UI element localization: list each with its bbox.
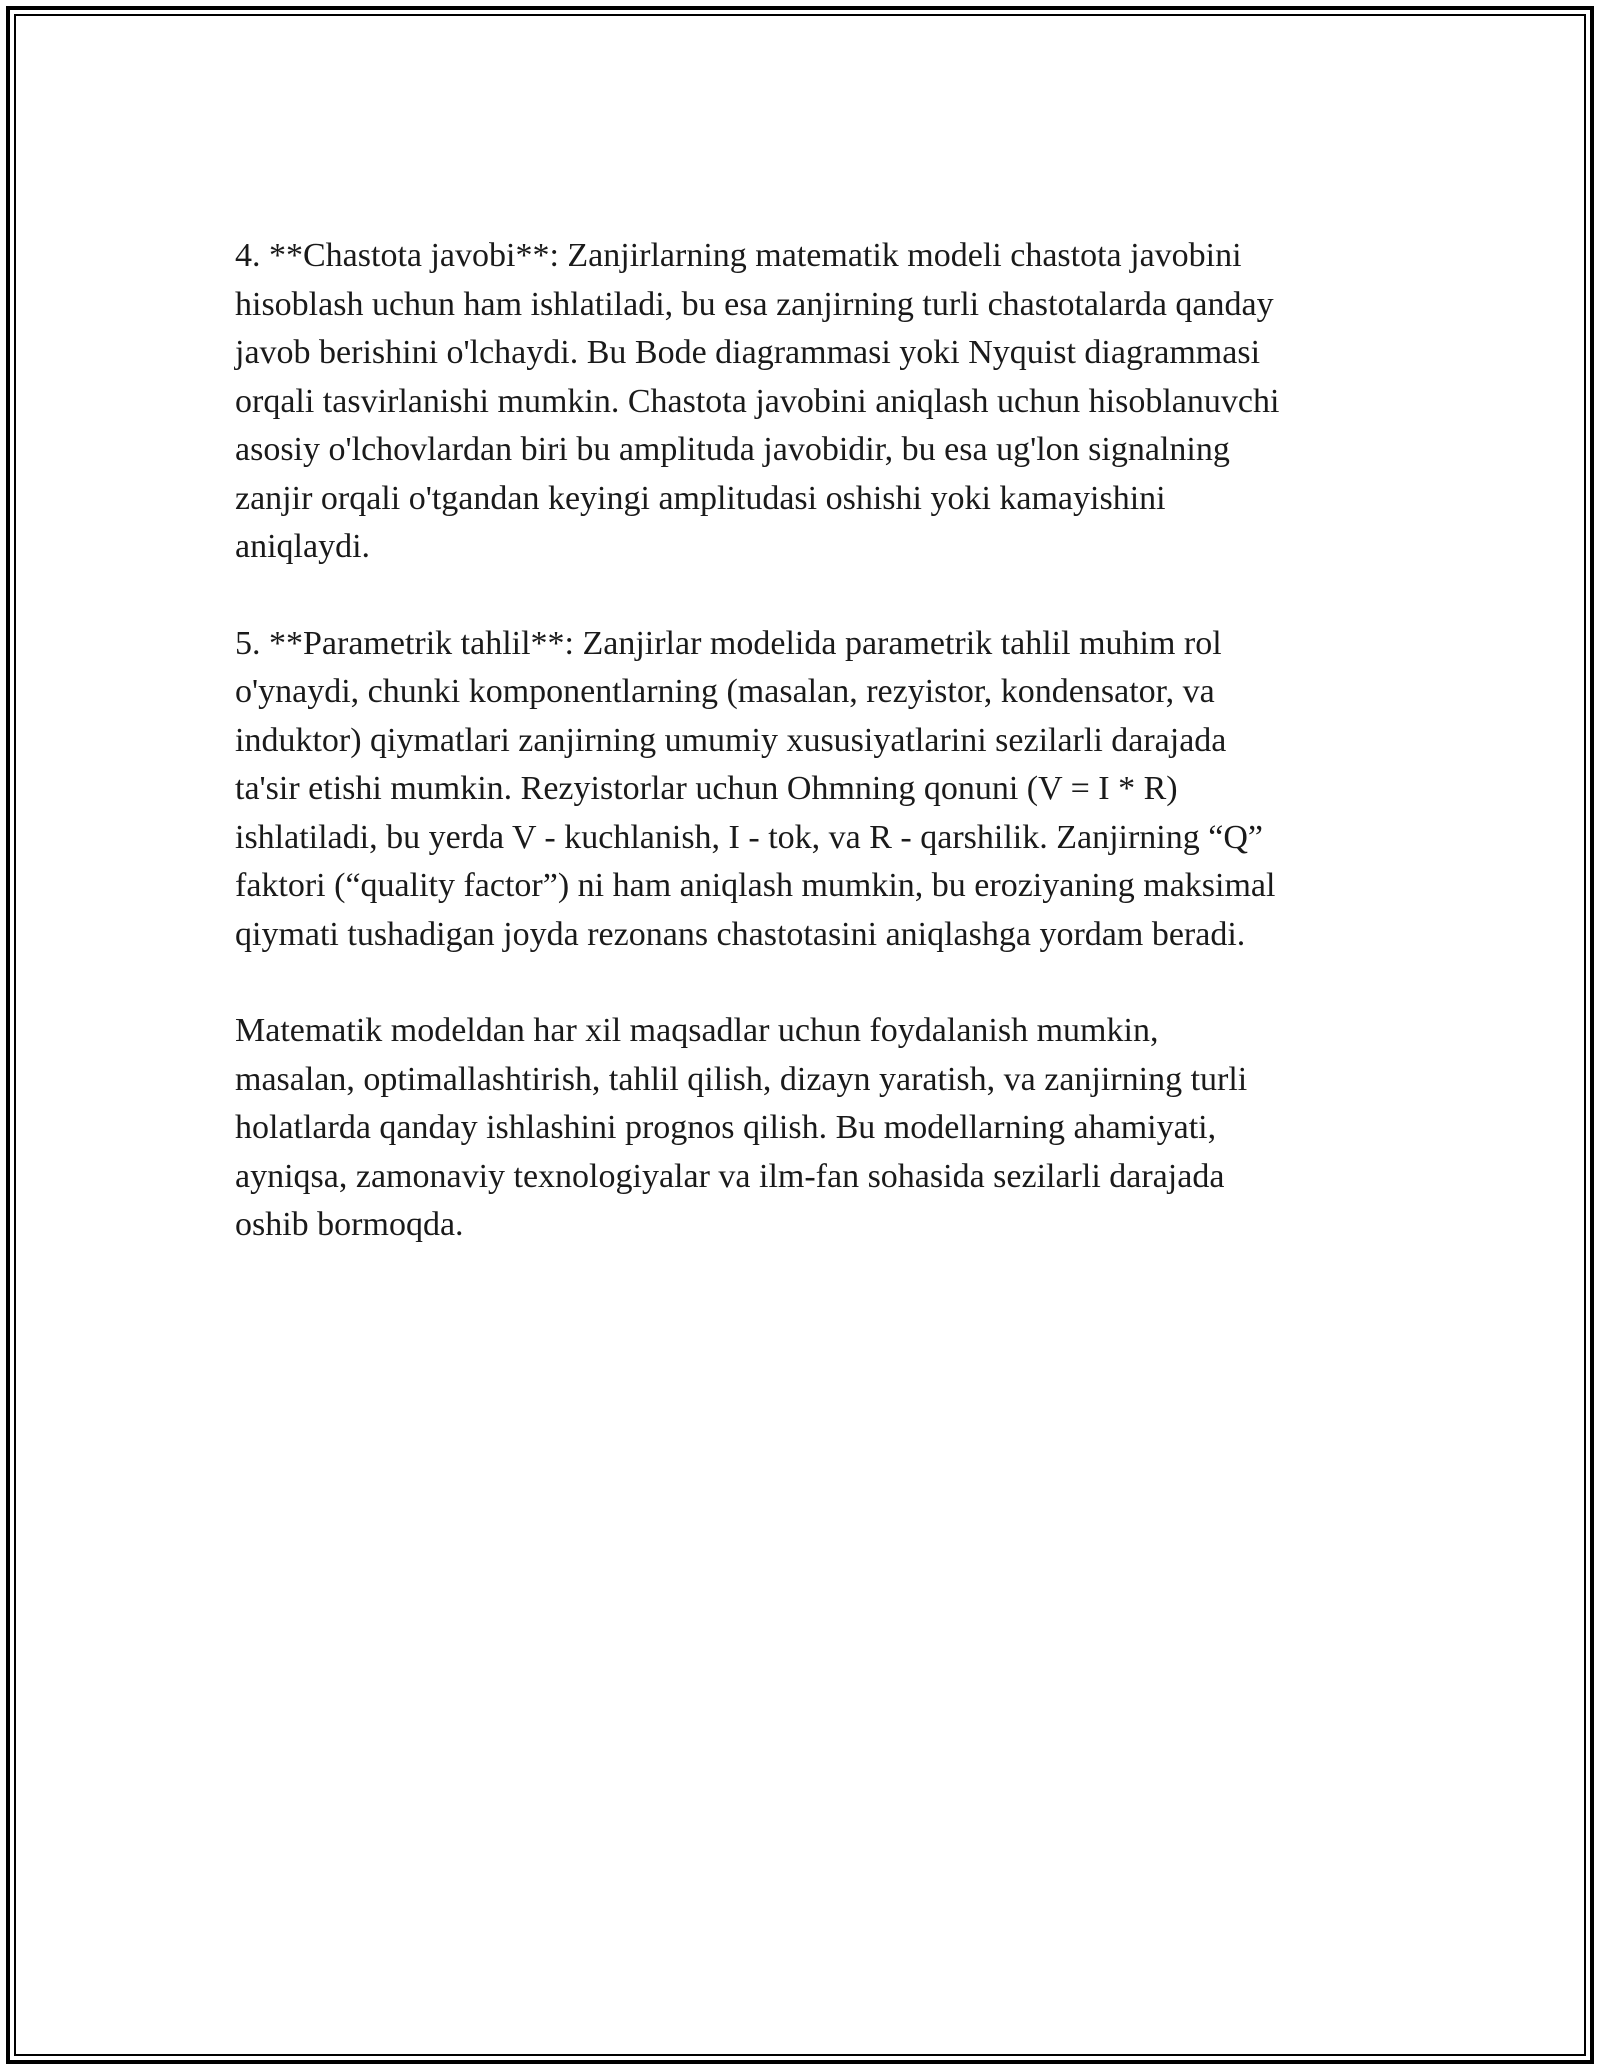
text-line: faktori (“quality factor”) ni ham aniqlash mumkin, bu eroziyaning maksimal [235, 867, 1276, 904]
text-line: ayniqsa, zamonaviy texnologiyalar va ilm-fan sohasida sezilarli darajada [235, 1157, 1225, 1195]
text-line: javob berishini o'lchaydi. Bu Bode diagrammasi yoki Nyquist diagrammasi [235, 334, 1261, 371]
text-line: ishlatiladi, bu yerda V - kuchlanish, I - tok, va R - qarshilik. Zanjirning “Q” [235, 818, 1263, 856]
paragraph-conclusion [235, 1007, 1395, 1250]
text-line: orqali tasvirlanishi mumkin. Chastota javobini aniqlash uchun hisoblanuvchi [235, 382, 1280, 420]
text-line: induktor) qiymatlari zanjirning umumiy xususiyatlarini sezilarli darajada [235, 721, 1227, 759]
text-line: zanjir orqali o'tgandan keyingi amplitudasi oshishi yoki kamayishini [235, 479, 1166, 517]
text-line: asosiy o'lchovlardan biri bu amplituda javobidir, bu esa ug'lon signalning [235, 431, 1230, 468]
text-line: 4. **Chastota javobi**: Zanjirlarning matematik modeli chastota javobini [235, 237, 1242, 274]
text-line: Matematik modeldan har xil maqsadlar uchun foydalanish mumkin, [235, 1012, 1159, 1049]
text-line: masalan, optimallashtirish, tahlil qilish, dizayn yaratish, va zanjirning turli [235, 1060, 1248, 1098]
paragraph-frequency-response [235, 232, 1395, 572]
text-line: ta'sir etishi mumkin. Rezyistorlar uchun Ohmning qonuni (V = I * R) [235, 770, 1178, 807]
text-line: oshib bormoqda. [235, 1206, 464, 1243]
text-line: o'ynaydi, chunki komponentlarning (masalan, rezyistor, kondensator, va [235, 673, 1215, 710]
text-line: aniqlaydi. [235, 528, 371, 565]
text-line: hisoblash uchun ham ishlatiladi, bu esa zanjirning turli chastotalarda qanday [235, 285, 1274, 323]
text-line: 5. **Parametrik tahlil**: Zanjirlar modelida parametrik tahlil muhim rol [235, 624, 1222, 662]
paragraph-parametric-analysis [235, 620, 1395, 960]
text-line: qiymati tushadigan joyda rezonans chastotasini aniqlashga yordam beradi. [235, 915, 1246, 953]
text-line: holatlarda qanday ishlashini prognos qilish. Bu modellarning ahamiyati, [235, 1109, 1217, 1146]
document-body [235, 232, 1395, 1298]
